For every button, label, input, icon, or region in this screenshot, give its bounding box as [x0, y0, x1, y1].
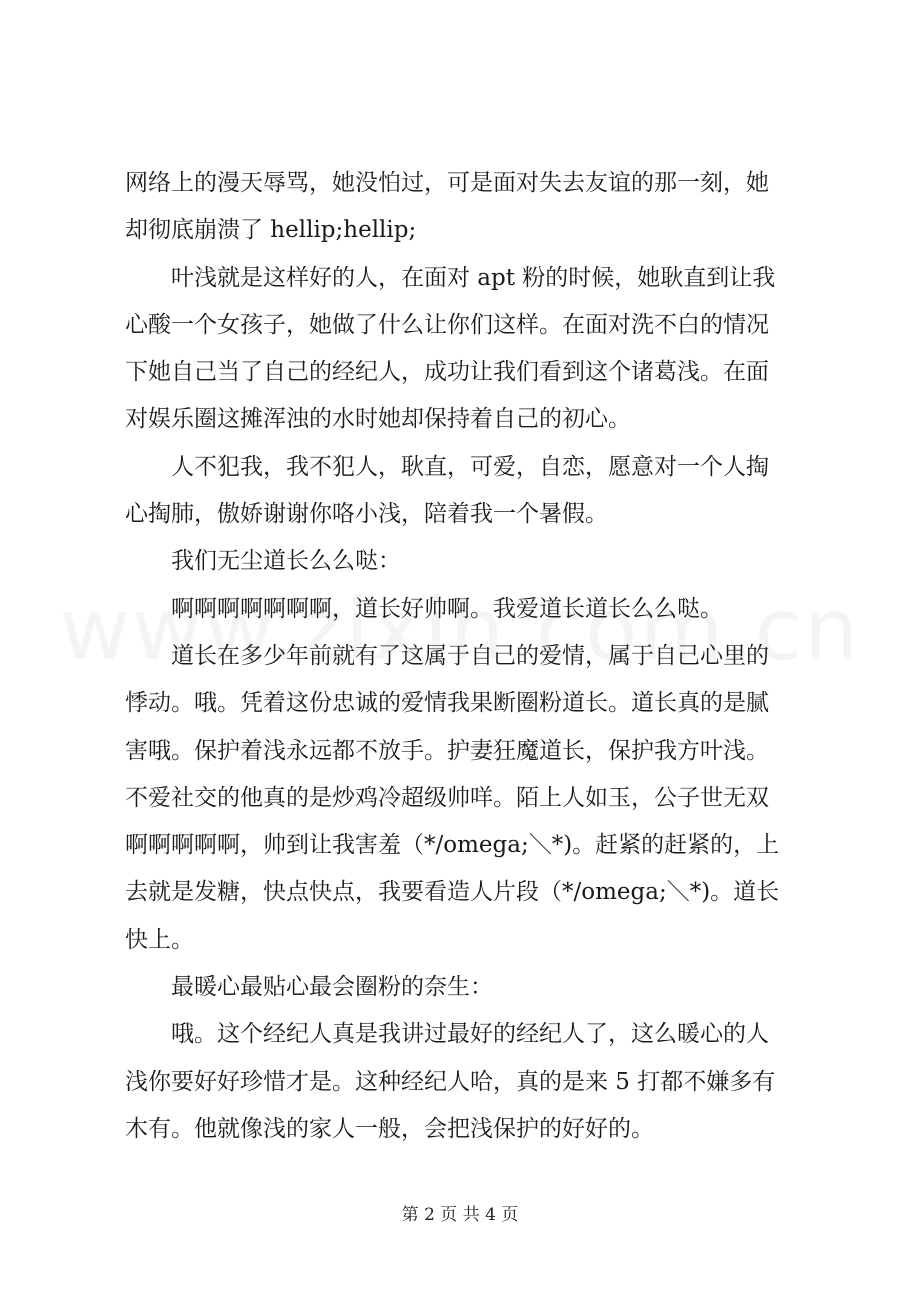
text-line: 最暖心最贴心最会圈粉的奈生：	[171, 974, 493, 1001]
text-line: 心酸一个女孩子，她做了什么让你们这样。在面对洗不白的情况	[125, 311, 769, 338]
text-line: 对娱乐圈这摊浑浊的水时她却保持着自己的初心。	[125, 406, 631, 433]
text-line: 却彻底崩溃了 hellip;hellip;	[125, 217, 417, 244]
text-line: 人不犯我，我不犯人，耿直，可爱，自恋，愿意对一个人掏	[171, 453, 769, 480]
text-line: 下她自己当了自己的经纪人，成功让我们看到这个诸葛浅。在面	[125, 359, 769, 386]
text-line: 网络上的漫天辱骂，她没怕过，可是面对失去友谊的那一刻，她	[125, 170, 769, 196]
text-line: 叶浅就是这样好的人，在面对 apt 粉的时候，她耿直到让我	[171, 264, 776, 291]
text-line: 浅你要好好珍惜才是。这种经纪人哈，真的是来 5 打都不嫌多有	[125, 1068, 776, 1095]
text-line: 木有。他就像浅的家人一般，会把浅保护的好好的。	[125, 1115, 654, 1142]
text-line: 啊啊啊啊啊啊啊，道长好帅啊。我爱道长道长么么哒。	[171, 595, 723, 622]
text-line: 害哦。保护着浅永远都不放手。护妻狂魔道长，保护我方叶浅。	[125, 737, 769, 764]
text-line: 哦。这个经纪人真是我讲过最好的经纪人了，这么暖心的人	[171, 1021, 769, 1048]
text-line: 啊啊啊啊啊，帅到让我害羞（*/omega;＼*)。赶紧的赶紧的，上	[125, 832, 780, 859]
text-line: 不爱社交的他真的是炒鸡冷超级帅咩。陌上人如玉，公子世无双	[125, 784, 769, 811]
text-line: 去就是发糖，快点快点，我要看造人片段（*/omega;＼*)。道长	[125, 879, 780, 906]
text-line: 快上。	[125, 926, 194, 953]
document-body	[125, 160, 815, 1153]
text-line: 心掏肺，傲娇谢谢你咯小浅，陪着我一个暑假。	[125, 501, 608, 528]
text-line: 悸动。哦。凭着这份忠诚的爱情我果断圈粉道长。道长真的是腻	[125, 690, 769, 717]
page-footer: 第 2 页 共 4 页	[401, 1205, 519, 1225]
text-line: 道长在多少年前就有了这属于自己的爱情，属于自己心里的	[171, 642, 769, 669]
text-line: 我们无尘道长么么哒：	[171, 548, 401, 575]
